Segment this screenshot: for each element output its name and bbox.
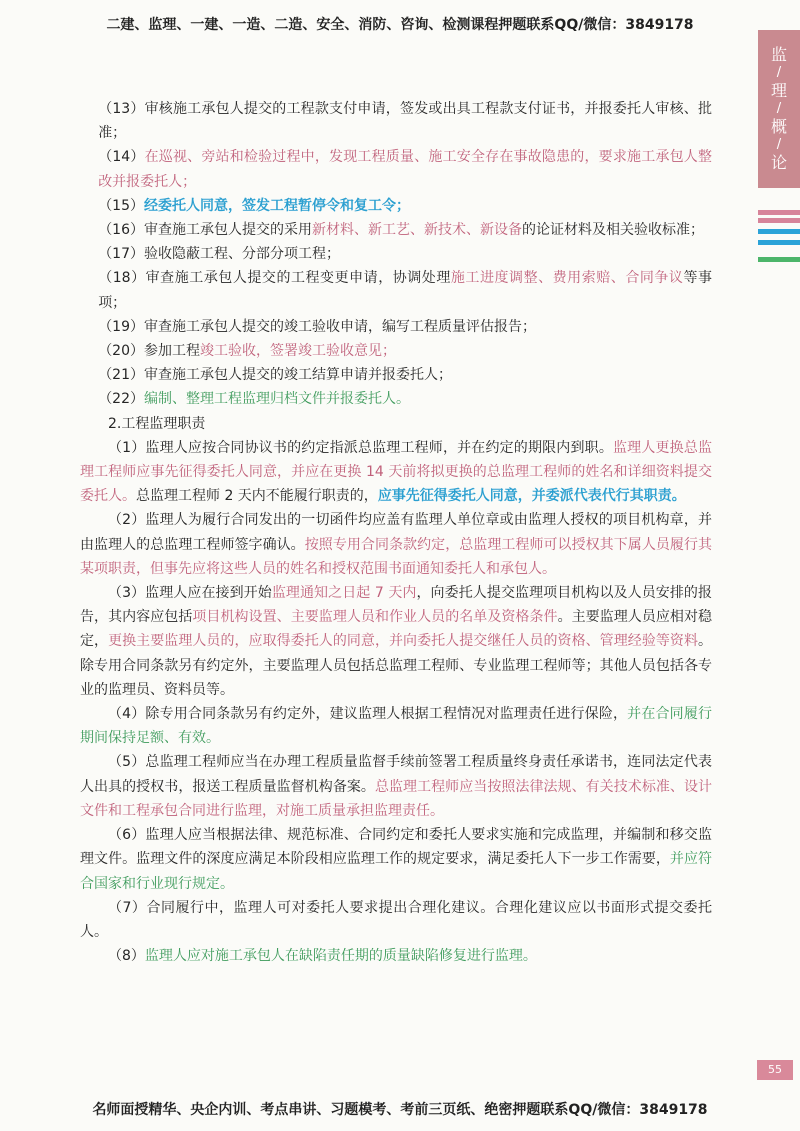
side-tab-separator: / bbox=[776, 65, 782, 80]
duty-list-item bbox=[80, 242, 712, 266]
text-run: （4）除专用合同条款另有约定外，建议监理人根据工程情况对监理责任进行保险， bbox=[108, 706, 628, 723]
section-title: 2.工程监理职责 bbox=[108, 415, 206, 432]
text-run: 审查施工承包人提交的竣工验收申请，编写工程质量评估报告； bbox=[144, 318, 537, 335]
text-run: 审查施工承包人提交的工程变更申请，协调处理 bbox=[145, 270, 451, 287]
responsibility-paragraph bbox=[80, 750, 712, 823]
highlighted-text: 并应符合国家和行业现行规定。 bbox=[80, 851, 712, 892]
highlighted-text: 在巡视、旁站和检验过程中，发现工程质量、施工安全存在事故隐患的，要求施工承包人整改并报委托人； bbox=[98, 149, 712, 190]
duty-list-item bbox=[80, 315, 712, 339]
responsibility-paragraph bbox=[80, 823, 712, 896]
item-number: （20） bbox=[98, 343, 145, 360]
highlighted-text: 新材料、新工艺、新技术、新设备 bbox=[312, 222, 523, 239]
highlighted-text: 总监理工程师应当按照法律法规、有关技术标准、设计文件和工程承包合同进行监理，对施工质量承担监理责任。 bbox=[80, 778, 712, 819]
text-run: （8） bbox=[108, 948, 145, 965]
item-number: （15） bbox=[98, 197, 145, 214]
responsibility-paragraph bbox=[80, 581, 712, 702]
page-number: 55 bbox=[757, 1060, 793, 1080]
highlighted-text: 经委托人同意，签发工程暂停令和复工令； bbox=[144, 197, 411, 214]
text-run: （5）总监理工程师应当在办理工程质量监督手续前签署工程质量终身责任承诺书，连同法定代表人出具的授权书，报送工程质量监督机构备案。 bbox=[80, 754, 712, 795]
text-run: （3）监理人应在接到开始 bbox=[108, 585, 272, 602]
highlighted-text: 竣工验收，签署竣工验收意见； bbox=[200, 343, 397, 360]
item-number: （19） bbox=[98, 318, 145, 335]
text-run: 。主要监理人员应相对稳定， bbox=[80, 609, 713, 650]
decor-stripe-green bbox=[758, 257, 800, 262]
responsibility-paragraph bbox=[80, 896, 712, 944]
text-run: 。除专用合同条款另有约定外，主要监理人员包括总监理工程师、专业监理工程师等；其他人员包括各专业的监理员、资料员等。 bbox=[80, 633, 713, 698]
highlighted-text: 编制、整理工程监理归档文件并报委托人。 bbox=[144, 391, 411, 408]
item-number: （13） bbox=[98, 101, 145, 117]
side-tab-char: 论 bbox=[770, 153, 787, 172]
responsibility-paragraph bbox=[80, 702, 712, 750]
decor-stripe-blue bbox=[758, 240, 800, 245]
duty-item-list bbox=[80, 97, 712, 412]
highlighted-text: 施工进度调整、费用索赔、合同争议 bbox=[450, 270, 684, 287]
item-number: （18） bbox=[98, 270, 146, 287]
text-run: 审核施工承包人提交的工程款支付申请，签发或出具工程款支付证书，并报委托人审核、批准； bbox=[98, 101, 712, 142]
top-banner: 二建、监理、一建、一造、二造、安全、消防、咨询、检测课程押题联系QQ/微信：3849178 bbox=[106, 17, 694, 33]
decor-stripe-blue bbox=[758, 229, 800, 234]
duty-list-item bbox=[80, 194, 712, 218]
item-number: （22） bbox=[98, 391, 145, 408]
responsibility-paragraph bbox=[80, 508, 712, 581]
bottom-banner: 名师面授精华、央企内训、考点串讲、习题模考、考前三页纸、绝密押题联系QQ/微信：3849178 bbox=[92, 1102, 708, 1118]
document-body bbox=[80, 97, 712, 968]
chapter-side-tab bbox=[758, 30, 800, 188]
side-tab-separator: / bbox=[776, 137, 782, 152]
item-number: （17） bbox=[98, 246, 145, 263]
text-run: （6）监理人应当根据法律、规范标准、合同约定和委托人要求实施和完成监理，并编制和移交监理文件。监理文件的深度应满足本阶段相应监理工作的规定要求，满足委托人下一步工作需要， bbox=[80, 827, 712, 868]
duty-list-item bbox=[80, 387, 712, 411]
duty-list-item bbox=[80, 266, 712, 314]
side-tab-char: 概 bbox=[770, 117, 787, 136]
duty-list-item bbox=[80, 145, 712, 193]
item-number: （21） bbox=[98, 367, 145, 384]
text-run: ，向委托人提交监理项目机构以及人员安排的报告，其内容应包括 bbox=[80, 585, 713, 626]
text-run: 总监理工程师 2 天内不能履行职责的， bbox=[136, 488, 378, 505]
responsibility-paragraph bbox=[80, 436, 712, 509]
duty-list-item bbox=[80, 97, 712, 145]
text-run: 审查施工承包人提交的竣工结算申请并报委托人； bbox=[144, 367, 453, 384]
highlighted-text: 按照专用合同条款约定，总监理工程师可以授权其下属人员履行其某项职责，但事先应将这些人员的姓名和授权范围书面通知委托人和承包人。 bbox=[80, 536, 713, 577]
item-number: （16） bbox=[98, 222, 145, 239]
text-run: 审查施工承包人提交的采用 bbox=[144, 222, 313, 239]
item-number: （14） bbox=[98, 149, 145, 166]
text-run: 验收隐蔽工程、分部分项工程； bbox=[144, 246, 341, 263]
text-run: 的论证材料及相关验收标准； bbox=[522, 222, 705, 239]
decor-stripe-pink bbox=[758, 210, 800, 215]
text-run: （1）监理人应按合同协议书的约定指派总监理工程师，并在约定的期限内到职。 bbox=[108, 439, 613, 456]
text-run: 等事项； bbox=[98, 270, 713, 311]
highlighted-text: 项目机构设置、主要监理人员和作业人员的名单及资格条件 bbox=[192, 609, 558, 626]
duty-list-item bbox=[80, 363, 712, 387]
text-run: （7）合同履行中，监理人可对委托人要求提出合理化建议。合理化建议应以书面形式提交委托人。 bbox=[80, 899, 712, 940]
highlighted-text: 更换主要监理人员的，应取得委托人的同意，并向委托人提交继任人员的资格、管理经验等资料 bbox=[108, 633, 699, 650]
side-tab-char: 监 bbox=[770, 45, 787, 64]
duty-list-item bbox=[80, 218, 712, 242]
highlighted-text: 并在合同履行期间保持足额、有效。 bbox=[80, 706, 713, 747]
highlighted-text: 应事先征得委托人同意，并委派代表代行其职责。 bbox=[377, 488, 686, 505]
text-run: （2）监理人为履行合同发出的一切函件均应盖有监理人单位章或由监理人授权的项目机构章，并由监理人的总监理工程师签字确认。 bbox=[80, 512, 712, 553]
highlighted-text: 监理通知之日起 7 天内 bbox=[271, 585, 417, 602]
responsibility-paragraph-list bbox=[80, 436, 712, 968]
responsibility-paragraph bbox=[80, 944, 712, 968]
highlighted-text: 监理人应对施工承包人在缺陷责任期的质量缺陷修复进行监理。 bbox=[144, 948, 537, 965]
side-tab-separator: / bbox=[776, 101, 782, 116]
text-run: 参加工程 bbox=[144, 343, 201, 360]
duty-list-item bbox=[80, 339, 712, 363]
decor-stripe-pink bbox=[758, 218, 800, 223]
highlighted-text: 监理人更换总监理工程师应事先征得委托人同意，并应在更换 14 天前将拟更换的总监理工程师的姓名和详细资料提交委托人。 bbox=[80, 439, 713, 505]
side-tab-char: 理 bbox=[770, 81, 787, 100]
